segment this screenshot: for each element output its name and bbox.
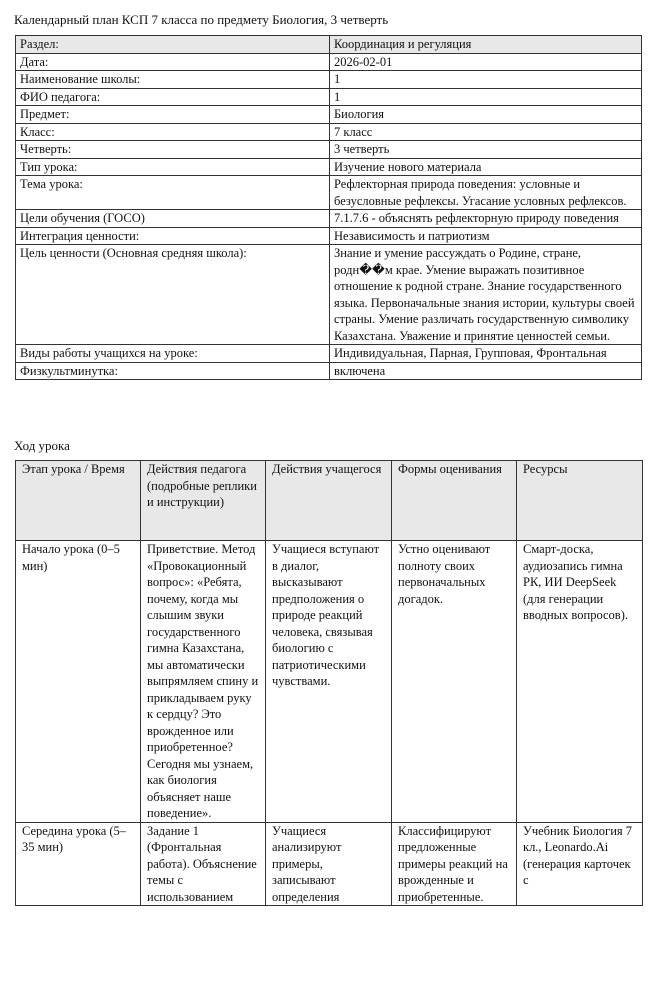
info-key: Четверть: (16, 141, 330, 159)
info-key: Цель ценности (Основная средняя школа): (16, 245, 330, 345)
info-row (16, 245, 642, 345)
column-header: Формы оценивания (392, 461, 517, 541)
lesson-header-row (16, 461, 643, 541)
column-header: Действия педагога (подробные реплики и инструкции) (141, 461, 266, 541)
column-header: Ресурсы (517, 461, 643, 541)
stage-cell: Середина урока (5–35 мин) (16, 822, 141, 906)
page-title: Календарный план КСП 7 класса по предмету Биология, 3 четверть (14, 12, 389, 27)
teacher-cell: Задание 1 (Фронтальная работа). Объяснение темы с использованием (141, 822, 266, 906)
info-row (16, 176, 642, 210)
info-key: Дата: (16, 53, 330, 71)
lesson-info-table (15, 35, 642, 380)
info-value: Координация и регуляция (330, 36, 642, 54)
info-key: ФИО педагога: (16, 88, 330, 106)
info-key: Интеграция ценности: (16, 227, 330, 245)
students-cell: Учащиеся анализируют примеры, записывают определения (266, 822, 392, 906)
info-value: Изучение нового материала (330, 158, 642, 176)
info-value: Независимость и патриотизм (330, 227, 642, 245)
info-key: Виды работы учащихся на уроке: (16, 345, 330, 363)
lesson-row (16, 822, 643, 906)
info-value: Знание и умение рассуждать о Родине, стране, родн��м крае. Умение выражать позитивное отношение к родной стране. Знание государственного языка. Первоначальные знания истории, культуры своей страны. Умение различать государственную символику Казахстана. Уважение и принятие ценностей семьи. (330, 245, 642, 345)
teacher-cell: Приветствие. Метод «Провокационный вопрос»: «Ребята, почему, когда мы слышим звуки государственного гимна Казахстана, мы автоматически выпрямляем спину и прикладываем руку к сердцу? Это врожденное или приобретенное? Сегодня мы узнаем, как биология объясняет наше поведение». (141, 541, 266, 823)
stage-cell: Начало урока (0–5 мин) (16, 541, 141, 823)
resources-cell: Учебник Биология 7 кл., Leonardo.Ai (генерация карточек с (517, 822, 643, 906)
info-value: 7.1.7.6 - объяснять рефлекторную природу поведения (330, 210, 642, 228)
column-header: Действия учащегося (266, 461, 392, 541)
info-value: 1 (330, 71, 642, 89)
lesson-row (16, 541, 643, 823)
info-row (16, 71, 642, 89)
column-header: Этап урока / Время (16, 461, 141, 541)
info-row (16, 158, 642, 176)
info-row (16, 106, 642, 124)
info-row (16, 88, 642, 106)
info-key: Тема урока: (16, 176, 330, 210)
info-key: Физкультминутка: (16, 362, 330, 380)
info-row (16, 123, 642, 141)
info-key: Класс: (16, 123, 330, 141)
info-row (16, 345, 642, 363)
info-row (16, 36, 642, 54)
info-value: включена (330, 362, 642, 380)
assessment-cell: Классифицируют предложенные примеры реакций на врожденные и приобретенные. (392, 822, 517, 906)
info-key: Наименование школы: (16, 71, 330, 89)
info-row (16, 210, 642, 228)
info-value: 7 класс (330, 123, 642, 141)
info-key: Предмет: (16, 106, 330, 124)
info-row (16, 362, 642, 380)
info-key: Раздел: (16, 36, 330, 54)
lesson-heading: Ход урока (14, 438, 70, 453)
info-row (16, 141, 642, 159)
info-key: Цели обучения (ГОСО) (16, 210, 330, 228)
info-key: Тип урока: (16, 158, 330, 176)
info-value: Рефлекторная природа поведения: условные и безусловные рефлексы. Угасание условных рефлексов. (330, 176, 642, 210)
info-value: 3 четверть (330, 141, 642, 159)
info-value: 1 (330, 88, 642, 106)
assessment-cell: Устно оценивают полноту своих первоначальных догадок. (392, 541, 517, 823)
students-cell: Учащиеся вступают в диалог, высказывают предположения о природе реакций человека, связывая биологию с патриотическими чувствами. (266, 541, 392, 823)
page-bottom-margin (0, 975, 651, 985)
info-row (16, 227, 642, 245)
lesson-plan-table (15, 460, 643, 906)
info-row (16, 53, 642, 71)
resources-cell: Смарт-доска, аудиозапись гимна РК, ИИ DeepSeek (для генерации вводных вопросов). (517, 541, 643, 823)
info-value: Биология (330, 106, 642, 124)
info-value: 2026-02-01 (330, 53, 642, 71)
info-value: Индивидуальная, Парная, Групповая, Фронтальная (330, 345, 642, 363)
